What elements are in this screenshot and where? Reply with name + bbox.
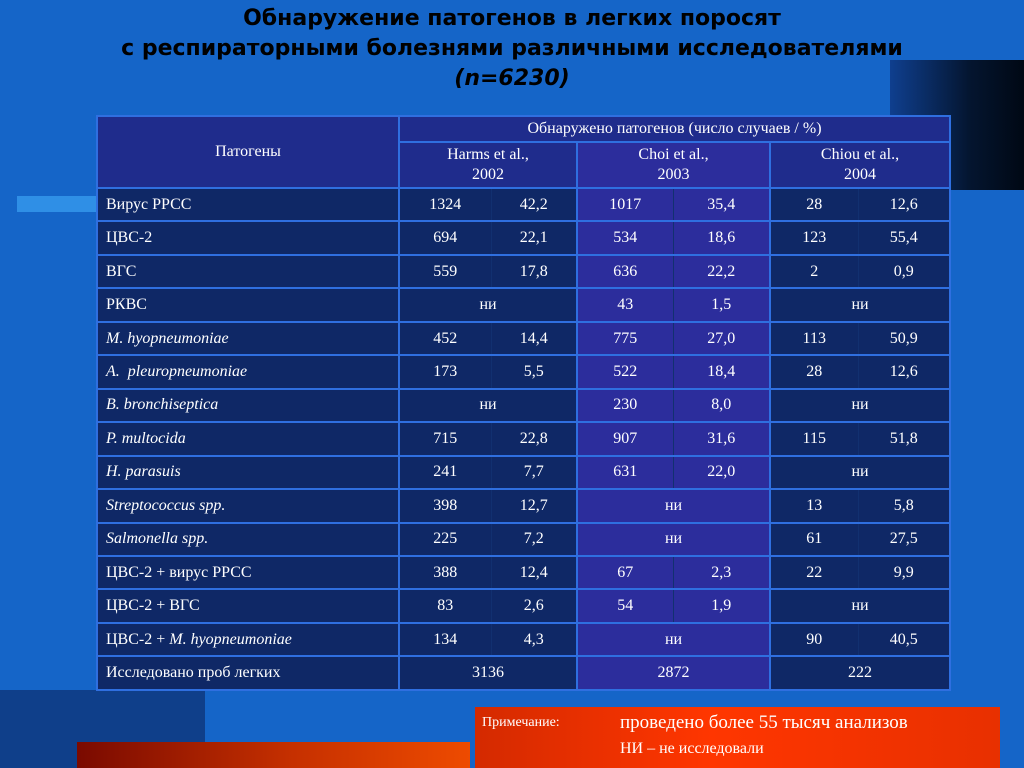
pathogen-name	[97, 456, 399, 489]
table-row	[97, 489, 950, 522]
choi-count: 1017	[577, 188, 673, 221]
header-study-chiou	[770, 142, 950, 188]
decor-accent-bar	[17, 196, 97, 212]
pathogen-name: ЦВС-2	[97, 221, 399, 254]
harms-count: 694	[399, 221, 491, 254]
header-detected: Обнаружено патогенов (число случаев / %)	[399, 116, 950, 142]
chiou-not-tested: ни	[770, 456, 950, 489]
harms-count: 134	[399, 623, 491, 656]
chiou-percent: 12,6	[858, 355, 950, 388]
choi-count: 54	[577, 589, 673, 622]
note-label: Примечание:	[482, 715, 560, 730]
harms-count: 173	[399, 355, 491, 388]
harms-count: 452	[399, 322, 491, 355]
note-line-2: НИ – не исследовали	[620, 740, 764, 757]
table-row	[97, 322, 950, 355]
choi-count: 631	[577, 456, 673, 489]
pathogen-name	[97, 623, 399, 656]
table-row	[97, 589, 950, 622]
choi-percent: 1,9	[673, 589, 770, 622]
pathogen-name	[97, 322, 399, 355]
pathogen-name	[97, 523, 399, 556]
title-line-2: с респираторными болезнями различными исследователями	[121, 36, 903, 61]
chiou-percent: 40,5	[858, 623, 950, 656]
table-row	[97, 556, 950, 589]
pathogen-name-italic: P. multocida	[106, 429, 186, 447]
choi-count: 522	[577, 355, 673, 388]
choi-percent: 22,2	[673, 255, 770, 288]
harms-percent: 4,3	[491, 623, 577, 656]
table-row	[97, 422, 950, 455]
chiou-count: 28	[770, 355, 858, 388]
harms-count: 559	[399, 255, 491, 288]
study-harms-authors: Harms et al.,	[447, 146, 529, 163]
study-chiou-authors: Chiou et al.,	[820, 146, 900, 163]
choi-not-tested: ни	[577, 623, 770, 656]
chiou-count: 2	[770, 255, 858, 288]
table-row	[97, 188, 950, 221]
chiou-count: 22	[770, 556, 858, 589]
harms-percent: 42,2	[491, 188, 577, 221]
chiou-percent: 27,5	[858, 523, 950, 556]
chiou-not-tested: ни	[770, 389, 950, 422]
table-row	[97, 389, 950, 422]
chiou-percent: 12,6	[858, 188, 950, 221]
chiou-percent: 55,4	[858, 221, 950, 254]
total-label: Исследовано проб легких	[97, 656, 399, 690]
harms-percent: 22,8	[491, 422, 577, 455]
table-row	[97, 456, 950, 489]
choi-count: 230	[577, 389, 673, 422]
chiou-percent: 50,9	[858, 322, 950, 355]
harms-percent: 7,2	[491, 523, 577, 556]
chiou-percent: 0,9	[858, 255, 950, 288]
pathogen-name-italic: Salmonella spp.	[106, 530, 209, 548]
chiou-count: 115	[770, 422, 858, 455]
pathogen-name: ВГС	[97, 255, 399, 288]
choi-count: 534	[577, 221, 673, 254]
harms-percent: 14,4	[491, 322, 577, 355]
note-box	[475, 707, 1000, 768]
pathogen-name: РКВС	[97, 288, 399, 321]
chiou-percent: 5,8	[858, 489, 950, 522]
pathogen-name-italic: Streptococcus spp.	[106, 496, 226, 514]
pathogen-name: Вирус РРСС	[97, 188, 399, 221]
pathogen-name-italic: M. hyopneumoniae	[106, 329, 229, 347]
choi-not-tested: ни	[577, 489, 770, 522]
harms-count: 83	[399, 589, 491, 622]
choi-percent: 35,4	[673, 188, 770, 221]
pathogen-name	[97, 389, 399, 422]
pathogen-name: ЦВС-2 + ВГС	[97, 589, 399, 622]
harms-count: 1324	[399, 188, 491, 221]
table-row	[97, 355, 950, 388]
pathogen-name-italic: A. pleuropneumoniae	[106, 362, 248, 380]
pathogen-name-prefix: ЦВС-2 +	[106, 630, 170, 648]
chiou-not-tested: ни	[770, 589, 950, 622]
harms-percent: 12,4	[491, 556, 577, 589]
harms-percent: 2,6	[491, 589, 577, 622]
chiou-count: 28	[770, 188, 858, 221]
study-choi-authors: Choi et al.,	[638, 146, 709, 163]
table-row	[97, 523, 950, 556]
total-chiou: 222	[770, 656, 950, 690]
chiou-count: 123	[770, 221, 858, 254]
harms-count: 398	[399, 489, 491, 522]
choi-not-tested: ни	[577, 523, 770, 556]
choi-count: 67	[577, 556, 673, 589]
harms-not-tested: ни	[399, 288, 577, 321]
choi-count: 775	[577, 322, 673, 355]
header-pathogens: Патогены	[97, 116, 399, 188]
harms-count: 388	[399, 556, 491, 589]
harms-percent: 7,7	[491, 456, 577, 489]
harms-percent: 12,7	[491, 489, 577, 522]
study-harms-year: 2002	[472, 166, 504, 183]
harms-count: 225	[399, 523, 491, 556]
chiou-percent: 51,8	[858, 422, 950, 455]
harms-not-tested: ни	[399, 389, 577, 422]
choi-percent: 8,0	[673, 389, 770, 422]
pathogen-table	[96, 115, 951, 691]
pathogen-name-italic: M. hyopneumoniae	[169, 630, 292, 648]
choi-count: 43	[577, 288, 673, 321]
chiou-count: 61	[770, 523, 858, 556]
study-chiou-year: 2004	[844, 166, 876, 183]
total-harms: 3136	[399, 656, 577, 690]
choi-percent: 27,0	[673, 322, 770, 355]
choi-percent: 22,0	[673, 456, 770, 489]
table-row	[97, 288, 950, 321]
pathogen-name-italic: B. bronchiseptica	[106, 396, 219, 414]
title-line-1: Обнаружение патогенов в легких поросят	[243, 6, 781, 31]
pathogen-name-italic: H. parasuis	[106, 463, 181, 481]
note-line-1: проведено более 55 тысяч анализов	[620, 712, 908, 733]
total-choi: 2872	[577, 656, 770, 690]
chiou-count: 113	[770, 322, 858, 355]
slide-title	[0, 4, 1024, 94]
choi-count: 636	[577, 255, 673, 288]
header-study-harms	[399, 142, 577, 188]
chiou-percent: 9,9	[858, 556, 950, 589]
choi-percent: 31,6	[673, 422, 770, 455]
choi-percent: 1,5	[673, 288, 770, 321]
chiou-not-tested: ни	[770, 288, 950, 321]
header-study-choi	[577, 142, 770, 188]
pathogen-name	[97, 355, 399, 388]
choi-percent: 2,3	[673, 556, 770, 589]
chiou-count: 13	[770, 489, 858, 522]
table-total-row	[97, 656, 950, 690]
table-row	[97, 623, 950, 656]
harms-percent: 5,5	[491, 355, 577, 388]
harms-percent: 22,1	[491, 221, 577, 254]
pathogen-name	[97, 422, 399, 455]
choi-count: 907	[577, 422, 673, 455]
decor-red-bar	[77, 742, 470, 768]
harms-count: 715	[399, 422, 491, 455]
title-line-3: (n=6230)	[454, 66, 570, 91]
choi-percent: 18,6	[673, 221, 770, 254]
pathogen-name	[97, 489, 399, 522]
pathogen-name: ЦВС-2 + вирус РРСС	[97, 556, 399, 589]
study-choi-year: 2003	[657, 166, 690, 183]
choi-percent: 18,4	[673, 355, 770, 388]
table-row	[97, 221, 950, 254]
chiou-count: 90	[770, 623, 858, 656]
table-row	[97, 255, 950, 288]
harms-count: 241	[399, 456, 491, 489]
harms-percent: 17,8	[491, 255, 577, 288]
